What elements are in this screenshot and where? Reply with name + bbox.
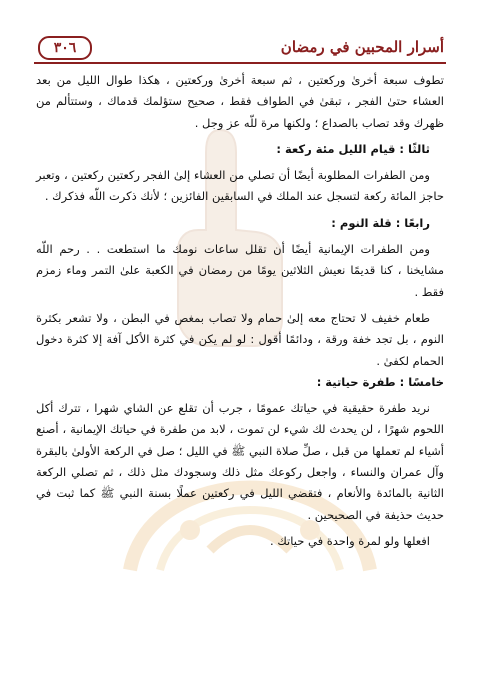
section-heading: خامسًا : طفرة حياتية : (316, 374, 444, 389)
body-text (36, 70, 444, 552)
book-title: أسرار المحبين في رمضان (280, 38, 444, 56)
page-number: ٣٠٦ (38, 36, 92, 60)
paragraph: ومن الطفرات الإيمانية أيضًا أن تقلل ساعات نومك ما استطعت . . رحم اللّه مشايخنا ، كنا قديمًا نعيش الثلاثين يومًا من رمضان في الكعبة علىٰ التمر وماء زمزم فقط . (36, 242, 444, 299)
section-heading: ثالثًا : قيام الليل مئة ركعة : (276, 141, 430, 156)
paragraph: ومن الطفرات المطلوبة أيضًا أن تصلي من العشاء إلىٰ الفجر ركعتين ركعتين ، وتعبر حاجز المائة ركعة لتسجل عند الملك في السابقين الفائزين ؛ لأنك ذكرت اللّه فذكرك . (36, 168, 444, 204)
header-divider (34, 62, 446, 64)
page-header (34, 36, 446, 62)
section-heading: رابعًا : قلة النوم : (331, 215, 430, 230)
paragraph: تطوف سبعة أخرىٰ وركعتين ، ثم سبعة أخرىٰ وركعتين ، هكذا طوال الليل من بعد العشاء حتىٰ الفجر ، تبقىٰ في الطواف فقط ، صحيح ستؤلمك قدماك ، وستتألم من ظهرك وقد تصاب بالصداع ؛ ولكنها مرة للّه عز وجل . (36, 73, 444, 130)
paragraph: نريد طفرة حقيقية في حياتك عمومًا ، جرب أن تقلع عن الشاي شهرا ، تترك أكل اللحوم شهرًا ، لن يحدث لك شيء لن تموت ، لابد من طفرة في حياتك الإيمانية ، أصنع أشياء لم تعملها من قبل ، صلِّ صلاة النبي ﷺ في الليل ؛ صل في الركعة الأولىٰ بالبقرة وآل عمران والنساء ، واجعل ركوعك مثل ذلك وسجودك مثل ذلك ، ثم تصلي الركعة الثانية بالمائدة والأنعام ، فتقضي الليل في ركعتين عملًا بسنة النبي ﷺ كما ثبت في حديث حذيفة في الصحيحين . (36, 401, 444, 522)
paragraph: افعلها ولو لمرة واحدة في حياتك . (270, 533, 430, 548)
paragraph: طعام خفيف لا تحتاج معه إلىٰ حمام ولا تصاب بمغص في البطن ، ولا تشعر بكثرة النوم ، بل تجد خفة ورقة ، ودائمًا أقول : لو لم يكن في كثرة الأكل آفة إلا كثرة دخول الحمام لكفىٰ . (36, 310, 444, 368)
